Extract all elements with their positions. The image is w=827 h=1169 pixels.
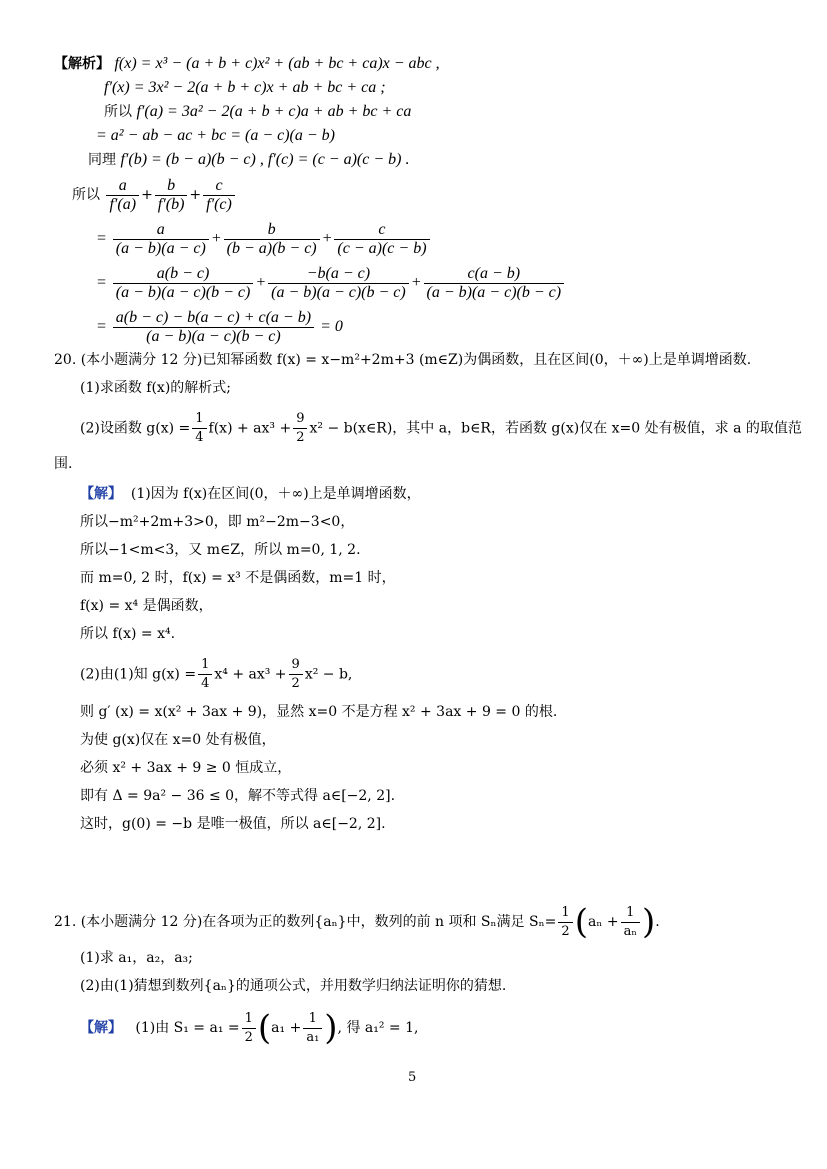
q20-solution-line-9: 为使 g(x)仅在 x=0 处有极值， (80, 732, 276, 748)
q20-solution-line-5: f(x) = x⁴ 是偶函数， (80, 598, 213, 614)
q20-solution-line-3: 所以−1<m<3，又 m∈Z，所以 m=0, 1, 2. (80, 542, 361, 558)
fraction: $\frac{c}{f'(c)}$ (203, 177, 235, 214)
fraction: $\frac{1}{\text{a₁}}$ (303, 1010, 322, 1047)
fraction: $\frac{1}{\text{aₙ}}$ (621, 904, 640, 941)
q20-part-2: (2)设函数 g(x) = $\frac{1}{4}$ f(x) + ax³ + $\frac{9}{2}$ x² − b(x∈R)，其中 a，b∈R，若函数 g(x)仅在 x=0 处有极值，求 a 的取值范 (80, 411, 802, 445)
fraction: $\frac{a}{(a - b)(a - c)}$ (113, 221, 209, 258)
q20-part-2-cont: 围. (54, 456, 73, 472)
fraction: $\frac{c(a - b)}{(a - b)(a - c)(b - c)}$ (424, 265, 565, 302)
q20-solution-line-7: (2)由(1)知 g(x) = $\frac{1}{4}$ x⁴ + ax³ + $\frac{9}{2}$ x² − b, (80, 657, 353, 691)
analysis-line-4: = a² − ab − ac + bc = (a − c)(a − b) (96, 127, 335, 144)
q20-solution-line-8: 则 g′ (x) = x(x² + 3ax + 9)，显然 x=0 不是方程 x² + 3ax + 9 = 0 的根. (80, 704, 558, 720)
fraction: $\frac{1}{4}$ (192, 410, 206, 447)
q20-solution-line-6: 所以 f(x) = x⁴. (80, 626, 176, 642)
q20-stem: 20. (本小题满分 12 分)已知幂函数 f(x) = x−m²+2m+3 (m∈Z)为偶函数，且在区间(0，＋∞)上是单调增函数. (54, 352, 752, 368)
fraction: $\frac{a(b - c) - b(a - c) + c(a - b)}{(a - b)(a - c)(b - c)}$ (113, 309, 314, 346)
analysis-line-2: f′(x) = 3x² − 2(a + b + c)x + ab + bc + ca ; (104, 79, 386, 96)
q20-solution-line-10: 必须 x² + 3ax + 9 ≥ 0 恒成立， (80, 760, 292, 776)
analysis-line-3: 所以 f′(a) = 3a² − 2(a + b + c)a + ab + bc + ca (104, 103, 412, 120)
q21-solution-line-1: 【解】 (1)由 S₁ = a₁ = $\frac{1}{2}$ (a₁ + $\frac{1}{\text{a₁}}$ ), 得 a₁² = 1, (80, 1008, 419, 1048)
q21-stem: 21. (本小题满分 12 分)在各项为正的数列{aₙ}中，数列的前 n 项和 Sₙ满足 Sₙ= $\frac{1}{2}$ (aₙ + $\frac{1}{\text{aₙ}}$ ). (54, 902, 660, 942)
q20-solution-line-2: 所以−m²+2m+3>0，即 m²−2m−3<0， (80, 514, 355, 530)
fraction: $\frac{1}{4}$ (198, 656, 212, 693)
fraction: $\frac{9}{2}$ (293, 410, 307, 447)
analysis-step-3: = $\frac{a(b - c)}{(a - b)(a - c)(b - c)}$ + $\frac{-b(a - c)}{(a - b)(a - c)(b - c)}$ + $\frac{c(a - b)}{(a - b)(a - c)(b - c)}$ (96, 264, 566, 302)
q20-solution-line-4: 而 m=0, 2 时，f(x) = x³ 不是偶函数，m=1 时， (80, 570, 396, 586)
q21-part-2: (2)由(1)猜想到数列{aₙ}的通项公式，并用数学归纳法证明你的猜想. (80, 978, 507, 994)
q20-solution-line-11: 即有 Δ = 9a² − 36 ≤ 0，解不等式得 a∈[−2, 2]. (80, 788, 396, 804)
q21-part-1: (1)求 a₁，a₂，a₃; (80, 950, 193, 966)
analysis-sum-line: 所以 $\frac{a}{f'(a)}$ + $\frac{b}{f'(b)}$ + $\frac{c}{f'(c)}$ (72, 176, 237, 214)
fraction: $\frac{-b(a - c)}{(a - b)(a - c)(b - c)}$ (268, 265, 409, 302)
analysis-label: 【解析】 (54, 56, 110, 72)
fraction: $\frac{9}{2}$ (289, 656, 303, 693)
fraction: $\frac{a(b - c)}{(a - b)(a - c)(b - c)}$ (113, 265, 254, 302)
fraction: $\frac{a}{f'(a)}$ (106, 177, 139, 214)
analysis-step-4: = $\frac{a(b - c) - b(a - c) + c(a - b)}{(a - b)(a - c)(b - c)}$ = 0 (96, 308, 343, 345)
fraction: $\frac{1}{2}$ (558, 904, 572, 941)
analysis-line-5: 同理 f′(b) = (b − a)(b − c) , f′(c) = (c − a)(c − b) . (88, 151, 410, 168)
analysis-step-2: = $\frac{a}{(a - b)(a - c)}$ + $\frac{b}{(b - a)(b - c)}$ + $\frac{c}{(c - a)(c - b)}$ (96, 220, 432, 258)
solution-label: 【解】 (80, 486, 122, 502)
fraction: $\frac{c}{(c - a)(c - b)}$ (334, 221, 429, 258)
page-number: 5 (408, 1070, 417, 1085)
q20-solution-line-1: 【解】 (1)因为 f(x)在区间(0，＋∞)上是单调增函数， (80, 486, 421, 502)
fraction: $\frac{1}{2}$ (242, 1010, 256, 1047)
fraction: $\frac{b}{(b - a)(b - c)}$ (224, 221, 320, 258)
analysis-line-1: 【解析】 f(x) = x³ − (a + b + c)x² + (ab + bc + ca)x − abc , (54, 55, 440, 72)
fraction: $\frac{b}{f'(b)}$ (155, 177, 188, 214)
q20-solution-line-12: 这时，g(0) = −b 是唯一极值，所以 a∈[−2, 2]. (80, 816, 386, 832)
solution-label: 【解】 (80, 1020, 122, 1036)
q20-part-1: (1)求函数 f(x)的解析式; (80, 380, 231, 396)
